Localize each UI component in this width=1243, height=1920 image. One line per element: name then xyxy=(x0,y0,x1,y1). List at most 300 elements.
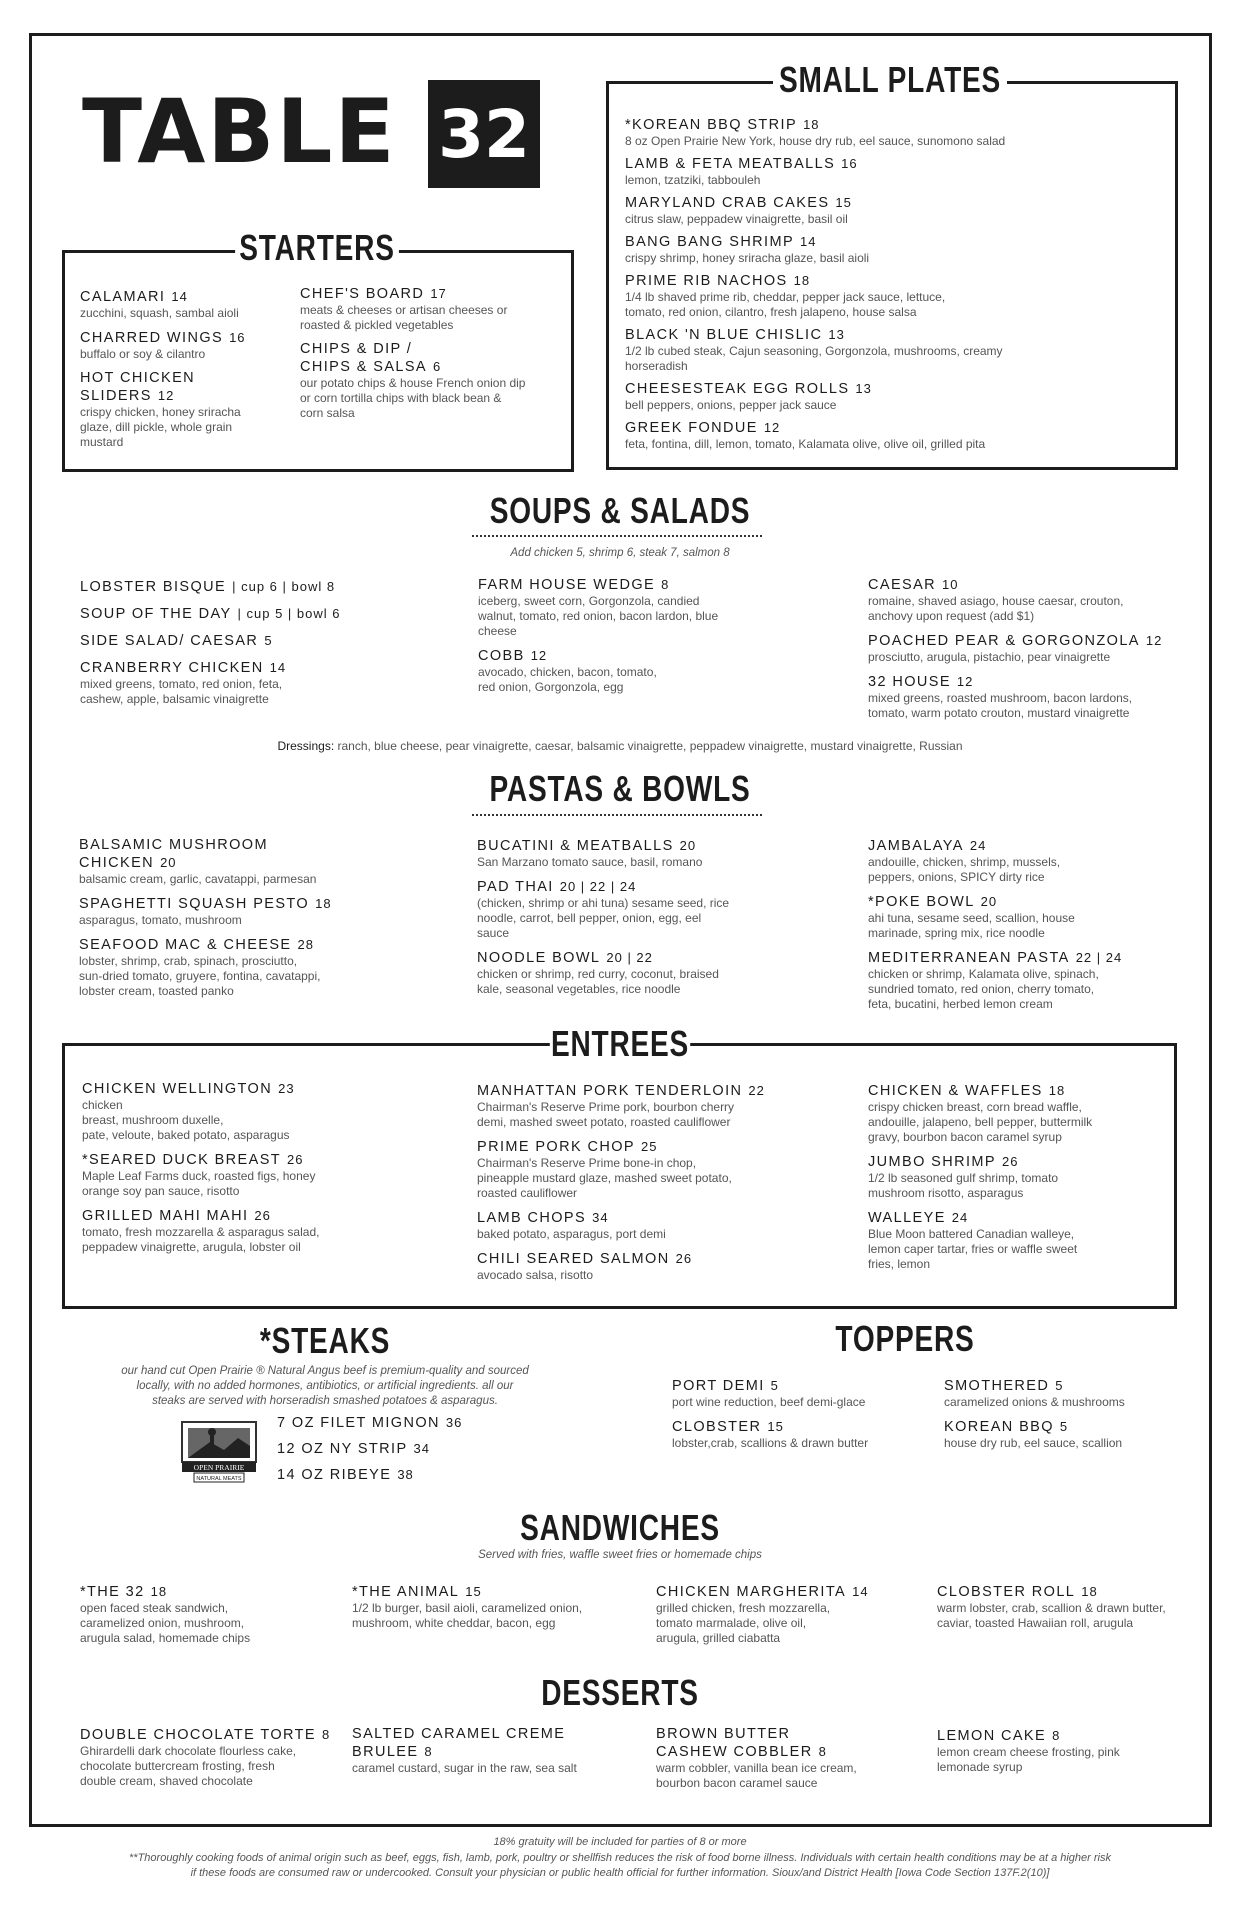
menu-item-name: BANG BANG SHRIMP xyxy=(625,234,795,250)
menu-item-name: SALTED CARAMEL CREME BRULEE xyxy=(352,1726,566,1760)
menu-item-name: JUMBO SHRIMP xyxy=(868,1154,996,1170)
menu-item-price: | cup 6 | bowl 8 xyxy=(232,579,336,594)
menu-item-name-line xyxy=(277,1414,497,1432)
menu-item-name: *THE ANIMAL xyxy=(352,1584,460,1600)
brand-number-box xyxy=(428,80,540,188)
menu-item-description: lobster,crab, scallions & drawn butter xyxy=(672,1436,869,1450)
menu-item-name: MEDITERRANEAN PASTA xyxy=(868,950,1070,966)
menu-item-name-line xyxy=(625,380,1165,398)
menu-item-description: 1/2 lb burger, basil aioli, caramelized onion, mushroom, white cheddar, bacon, egg xyxy=(352,1601,583,1630)
menu-item-name: BUCATINI & MEATBALLS xyxy=(477,838,674,854)
menu-item-name: LAMB & FETA MEATBALLS xyxy=(625,156,836,172)
dressings-list: ranch, blue cheese, pear vinaigrette, caesar, balsamic vinaigrette, peppadew vinaigrette, mustard vinaigrette, Russian xyxy=(337,739,963,753)
menu-item-name-line xyxy=(80,578,410,596)
menu-item-description: citrus slaw, peppadew vinaigrette, basil oil xyxy=(625,212,848,226)
menu-item-description: feta, fontina, dill, lemon, tomato, Kalamata olive, olive oil, grilled pita xyxy=(625,437,986,451)
menu-item-price: 26 xyxy=(675,1251,693,1266)
menu-item-description: chicken or shrimp, red curry, coconut, braised kale, seasonal vegetables, rice noodle xyxy=(477,967,719,996)
menu-item-price: 12 xyxy=(956,674,974,689)
sandwich-item-1 xyxy=(80,1583,350,1646)
menu-item xyxy=(80,329,280,362)
menu-item-name-line xyxy=(300,285,562,303)
menu-item-description: Blue Moon battered Canadian walleye, lemon caper tartar, fries or waffle sweet fries, lemon xyxy=(868,1227,1078,1271)
menu-item-name-line xyxy=(625,326,1165,344)
menu-item-description: caramelized onions & mushrooms xyxy=(944,1395,1125,1409)
menu-item xyxy=(82,1151,382,1199)
menu-item xyxy=(625,155,1165,188)
menu-item xyxy=(80,605,410,623)
soups-divider xyxy=(472,535,762,537)
menu-item-description: andouille, chicken, shrimp, mussels, peppers, onions, SPICY dirty rice xyxy=(868,855,1061,884)
menu-item-name-line xyxy=(277,1440,497,1458)
menu-item-price: 15 xyxy=(835,195,852,210)
menu-item xyxy=(277,1440,497,1458)
menu-item-price: 15 xyxy=(767,1419,784,1434)
menu-item-name-line xyxy=(868,837,1188,855)
menu-item xyxy=(625,326,1165,374)
menu-item-price: 5 xyxy=(770,1378,779,1393)
menu-item-name: BALSAMIC MUSHROOM CHICKEN xyxy=(79,837,268,871)
menu-item-name: HOT CHICKEN SLIDERS xyxy=(80,370,196,404)
menu-item-name-line xyxy=(944,1377,1184,1395)
menu-item-price: 18 xyxy=(1081,1584,1098,1599)
menu-item xyxy=(79,936,399,999)
menu-item-name-line xyxy=(478,576,778,594)
menu-item-name: CHEF'S BOARD xyxy=(300,286,425,302)
dessert-item-3 xyxy=(656,1726,916,1791)
menu-item xyxy=(625,194,1165,227)
soups-subtitle: Add chicken 5, shrimp 6, steak 7, salmon 8 xyxy=(510,547,730,559)
menu-item-name-line xyxy=(80,370,280,405)
menu-item-name: BROWN BUTTER CASHEW COBBLER xyxy=(656,1726,813,1760)
menu-item-description: prosciutto, arugula, pistachio, pear vinaigrette xyxy=(868,650,1111,664)
soups-col-1 xyxy=(80,578,410,707)
dressings-label: Dressings: xyxy=(277,739,335,753)
entrees-col-1 xyxy=(82,1080,382,1255)
menu-item xyxy=(672,1418,932,1451)
menu-item-price: 8 xyxy=(661,577,670,592)
starters-title: STARTERS xyxy=(235,230,399,266)
menu-item-description: romaine, shaved asiago, house caesar, crouton, anchovy upon request (add $1) xyxy=(868,594,1124,623)
menu-item-price: 20 xyxy=(980,894,998,909)
soups-col-3 xyxy=(868,576,1188,721)
menu-item-name-line xyxy=(79,936,399,954)
menu-item xyxy=(80,288,280,321)
menu-item xyxy=(80,632,410,650)
starters-right-col xyxy=(300,285,562,421)
menu-item-description: (chicken, shrimp or ahi tuna) sesame seed, rice noodle, carrot, bell pepper, onion, egg, eel sauce xyxy=(477,896,730,940)
menu-item-name: PORT DEMI xyxy=(672,1378,765,1394)
menu-item-name-line xyxy=(656,1726,916,1761)
menu-item xyxy=(625,233,1165,266)
menu-item xyxy=(625,272,1165,320)
menu-item-price: 16 xyxy=(841,156,858,171)
menu-item-name-line xyxy=(277,1466,497,1484)
menu-item xyxy=(868,1082,1168,1145)
menu-item-name-line xyxy=(478,647,778,665)
menu-item xyxy=(477,1082,797,1130)
menu-item-price: 14 xyxy=(269,660,287,675)
menu-item-name-line xyxy=(79,895,399,913)
menu-item-name-line xyxy=(477,949,777,967)
menu-item xyxy=(868,893,1188,941)
pastas-divider xyxy=(472,814,762,816)
menu-item-price: 22 | 24 xyxy=(1075,950,1123,965)
menu-item-description: house dry rub, eel sauce, scallion xyxy=(944,1436,1123,1450)
menu-item-name: *SEARED DUCK BREAST xyxy=(82,1152,282,1168)
menu-item-description: tomato, fresh mozzarella & asparagus salad, peppadew vinaigrette, arugula, lobster oil xyxy=(82,1225,320,1254)
menu-item xyxy=(82,1207,382,1255)
menu-item xyxy=(79,895,399,928)
menu-item xyxy=(672,1377,932,1410)
menu-item-name: WALLEYE xyxy=(868,1210,946,1226)
menu-item xyxy=(868,632,1188,665)
menu-item-description: baked potato, asparagus, port demi xyxy=(477,1227,666,1241)
menu-item-price: 8 xyxy=(322,1727,331,1742)
menu-item-description: crispy chicken breast, corn bread waffle, andouille, jalapeno, bell pepper, buttermilk gravy, bourbon bacon caramel syrup xyxy=(868,1100,1093,1144)
menu-item-name-line xyxy=(477,1138,797,1156)
menu-item-description: San Marzano tomato sauce, basil, romano xyxy=(477,855,703,869)
menu-item-name: PAD THAI xyxy=(477,879,554,895)
menu-item-description: crispy chicken, honey sriracha glaze, dill pickle, whole grain mustard xyxy=(80,405,241,449)
sandwiches-subtitle: Served with fries, waffle sweet fries or homemade chips xyxy=(478,1549,762,1561)
menu-item xyxy=(300,341,562,421)
menu-item-price: 10 xyxy=(942,577,959,592)
menu-item-description: mixed greens, roasted mushroom, bacon lardons, tomato, warm potato crouton, mustard vinaigrette xyxy=(868,691,1133,720)
menu-item-name: CHICKEN MARGHERITA xyxy=(656,1584,847,1600)
menu-item-description: chicken breast, mushroom duxelle, pate, veloute, baked potato, asparagus xyxy=(82,1098,290,1142)
menu-item-price: 15 xyxy=(465,1584,482,1599)
menu-item xyxy=(868,837,1188,885)
pastas-col-3 xyxy=(868,837,1188,1012)
menu-item-name-line xyxy=(868,1153,1168,1171)
menu-item-name-line xyxy=(937,1583,1197,1601)
menu-item xyxy=(478,647,778,695)
menu-item-name-line xyxy=(80,659,410,677)
menu-item xyxy=(277,1414,497,1432)
menu-item-description: port wine reduction, beef demi-glace xyxy=(672,1395,866,1409)
menu-item xyxy=(868,1153,1168,1201)
gratuity-note: 18% gratuity will be included for parties of 8 or more xyxy=(493,1836,747,1848)
menu-item-description: warm lobster, crab, scallion & drawn butter, caviar, toasted Hawaiian roll, arugula xyxy=(937,1601,1166,1630)
menu-item-description: Ghirardelli dark chocolate flourless cake, chocolate buttercream frosting, fresh double cream, shaved chocolate xyxy=(80,1744,297,1788)
entrees-title: ENTREES xyxy=(550,1023,690,1064)
pastas-title: PASTAS & BOWLS xyxy=(464,771,776,807)
open-prairie-logo-text: OPEN PRAIRIE xyxy=(193,1463,245,1472)
menu-item-name-line xyxy=(80,632,410,650)
menu-item-name-line xyxy=(868,949,1188,967)
menu-item-name-line xyxy=(625,155,1165,173)
menu-item-description: avocado, chicken, bacon, tomato, red onion, Gorgonzola, egg xyxy=(478,665,657,694)
menu-item-name: LAMB CHOPS xyxy=(477,1210,587,1226)
menu-item-name-line xyxy=(80,1583,350,1601)
menu-item-description: meats & cheeses or artisan cheeses or roasted & pickled vegetables xyxy=(300,303,508,332)
menu-item-name: CRANBERRY CHICKEN xyxy=(80,660,264,676)
natural-meats-text: NATURAL MEATS xyxy=(196,1476,242,1482)
menu-item-name: 12 OZ NY STRIP xyxy=(277,1441,408,1457)
menu-item-description: 1/2 lb seasoned gulf shrimp, tomato mushroom risotto, asparagus xyxy=(868,1171,1059,1200)
menu-item-price: 20 xyxy=(160,855,177,870)
menu-item-price: 26 xyxy=(1001,1154,1019,1169)
menu-item-name: MANHATTAN PORK TENDERLOIN xyxy=(477,1083,743,1099)
open-prairie-logo xyxy=(180,1420,258,1484)
menu-item-name-line xyxy=(868,1082,1168,1100)
menu-item-price: 8 xyxy=(424,1744,433,1759)
menu-item-price: 26 xyxy=(254,1208,271,1223)
menu-item-name-line xyxy=(82,1207,382,1225)
toppers-col-1 xyxy=(672,1377,932,1451)
menu-item-name: JAMBALAYA xyxy=(868,838,964,854)
menu-item-price: 12 xyxy=(157,388,175,403)
menu-item-description: asparagus, tomato, mushroom xyxy=(79,913,242,927)
menu-item-name-line xyxy=(300,341,562,376)
menu-item xyxy=(477,1250,797,1283)
menu-item-name: CHIPS & DIP / CHIPS & SALSA xyxy=(300,341,427,375)
menu-item xyxy=(944,1418,1184,1451)
menu-item-description: Chairman's Reserve Prime pork, bourbon cherry demi, mashed sweet potato, roasted cauliflower xyxy=(477,1100,735,1129)
menu-item-price: 17 xyxy=(430,286,447,301)
menu-item-price: 8 xyxy=(818,1744,827,1759)
menu-item-price: 13 xyxy=(855,381,872,396)
menu-item-price: 20 | 22 xyxy=(606,950,653,965)
menu-item-name: FARM HOUSE WEDGE xyxy=(478,577,656,593)
menu-item-price: 24 xyxy=(969,838,987,853)
brand-wordmark: TABLE xyxy=(82,80,397,183)
menu-item-name-line xyxy=(868,673,1188,691)
menu-item xyxy=(477,1209,797,1242)
menu-item xyxy=(868,949,1188,1012)
menu-item-name: 32 HOUSE xyxy=(868,674,951,690)
menu-item-price: 20 xyxy=(679,838,697,853)
menu-item-name-line xyxy=(477,1250,797,1268)
menu-item-name-line xyxy=(80,605,410,623)
menu-item-name-line xyxy=(868,893,1188,911)
menu-item-name: SIDE SALAD/ CAESAR xyxy=(80,633,259,649)
steaks-list xyxy=(277,1414,497,1484)
menu-item xyxy=(80,659,410,707)
menu-item-name: CAESAR xyxy=(868,577,937,593)
sandwich-item-2 xyxy=(352,1583,642,1631)
menu-item-description: avocado salsa, risotto xyxy=(477,1268,594,1282)
starters-left-col xyxy=(80,288,280,450)
menu-item xyxy=(625,380,1165,413)
dessert-item-2 xyxy=(352,1726,642,1776)
menu-item-name: CHILI SEARED SALMON xyxy=(477,1251,670,1267)
menu-item-name-line xyxy=(82,1080,382,1098)
small-plates-title: SMALL PLATES xyxy=(773,62,1007,98)
toppers-col-2 xyxy=(944,1377,1184,1451)
sandwich-item-4 xyxy=(937,1583,1197,1631)
menu-item-name-line xyxy=(937,1727,1197,1745)
dressings-line xyxy=(100,739,1140,753)
menu-item xyxy=(944,1377,1184,1410)
menu-item-name: SMOTHERED xyxy=(944,1378,1050,1394)
soups-title: SOUPS & SALADS xyxy=(464,493,776,529)
menu-item-name-line xyxy=(82,1151,382,1169)
menu-item-price: 25 xyxy=(640,1139,658,1154)
menu-item-name: GREEK FONDUE xyxy=(625,420,758,436)
menu-item-description: bell peppers, onions, pepper jack sauce xyxy=(625,398,837,412)
menu-item xyxy=(300,285,562,333)
menu-item-price: 26 xyxy=(287,1152,304,1167)
menu-item-description: lobster, shrimp, crab, spinach, prosciutto, sun-dried tomato, gruyere, fontina, cavatappi, lobster cream, toasted panko xyxy=(79,954,321,998)
pastas-col-1 xyxy=(79,837,399,999)
menu-item-description: crispy shrimp, honey sriracha glaze, basil aioli xyxy=(625,251,870,265)
menu-item-name: *POKE BOWL xyxy=(868,894,975,910)
small-plates-list xyxy=(625,116,1165,452)
menu-item-description: buffalo or soy & cilantro xyxy=(80,347,206,361)
menu-item-price: 24 xyxy=(951,1210,969,1225)
menu-item-name-line xyxy=(352,1726,642,1761)
desserts-title: DESSERTS xyxy=(526,1675,713,1711)
menu-item-name-line xyxy=(672,1418,932,1436)
menu-item-name-line xyxy=(80,288,280,306)
menu-item-name: KOREAN BBQ xyxy=(944,1419,1054,1435)
menu-item-description: 1/4 lb shaved prime rib, cheddar, pepper jack sauce, lettuce, tomato, red onion, cilantro, fresh jalapeno, house salsa xyxy=(625,290,946,319)
menu-item-name-line xyxy=(672,1377,932,1395)
sandwich-item-3 xyxy=(656,1583,916,1646)
menu-item-name: COBB xyxy=(478,648,525,664)
menu-item-price: 22 xyxy=(748,1083,765,1098)
menu-item xyxy=(477,837,777,870)
menu-item-description: zucchini, squash, sambal aioli xyxy=(80,306,239,320)
menu-item-name: CHARRED WINGS xyxy=(80,330,224,346)
menu-item-price: 5 xyxy=(1059,1419,1069,1434)
menu-item-name: SEAFOOD MAC & CHEESE xyxy=(79,937,292,953)
menu-item xyxy=(79,837,399,887)
menu-item-price: 18 xyxy=(150,1584,168,1599)
menu-item-price: 20 | 22 | 24 xyxy=(559,879,637,894)
menu-item-name-line xyxy=(477,1209,797,1227)
menu-item xyxy=(625,419,1165,452)
menu-item-name-line xyxy=(944,1418,1184,1436)
menu-item-name-line xyxy=(477,878,777,896)
entrees-col-2 xyxy=(477,1082,797,1283)
menu-item-price: 14 xyxy=(171,289,188,304)
menu-item-name: POACHED PEAR & GORGONZOLA xyxy=(868,633,1140,649)
menu-item-name-line xyxy=(625,116,1165,134)
menu-item-description: grilled chicken, fresh mozzarella, tomato marmalade, olive oil, arugula, grilled ciabatta xyxy=(656,1601,831,1645)
menu-item-name-line xyxy=(625,272,1165,290)
dessert-item-4 xyxy=(937,1727,1197,1775)
menu-item-description: open faced steak sandwich, caramelized onion, mushroom, arugula salad, homemade chips xyxy=(80,1601,251,1645)
menu-item-price: 12 xyxy=(1145,633,1163,648)
menu-item-price: | cup 5 | bowl 6 xyxy=(237,606,341,621)
menu-item-name: *KOREAN BBQ STRIP xyxy=(625,117,798,133)
menu-item-name-line xyxy=(868,632,1188,650)
menu-item-name-line xyxy=(625,419,1165,437)
menu-item-description: lemon cream cheese frosting, pink lemonade syrup xyxy=(937,1745,1120,1774)
dessert-item-1 xyxy=(80,1726,350,1789)
entrees-col-3 xyxy=(868,1082,1168,1272)
menu-item xyxy=(478,576,778,639)
menu-item-name: CHEESESTEAK EGG ROLLS xyxy=(625,381,850,397)
menu-item xyxy=(477,878,777,941)
menu-item-name: CLOBSTER ROLL xyxy=(937,1584,1076,1600)
menu-item-name-line xyxy=(868,1209,1168,1227)
menu-item xyxy=(868,673,1188,721)
menu-item-price: 12 xyxy=(763,420,781,435)
menu-item-description: 1/2 lb cubed steak, Cajun seasoning, Gorgonzola, mushrooms, creamy horseradish xyxy=(625,344,1003,373)
menu-item-name: LOBSTER BISQUE xyxy=(80,579,227,595)
menu-item-name: 14 OZ RIBEYE xyxy=(277,1467,392,1483)
menu-item-description: chicken or shrimp, Kalamata olive, spinach, sundried tomato, red onion, cherry tomato, feta, bucatini, herbed lemon cream xyxy=(868,967,1099,1011)
menu-item xyxy=(80,370,280,450)
menu-item-price: 12 xyxy=(530,648,548,663)
menu-item-price: 6 xyxy=(433,359,442,374)
menu-item-price: 5 xyxy=(264,633,273,648)
menu-item-name-line xyxy=(656,1583,916,1601)
menu-item-name: SOUP OF THE DAY xyxy=(80,606,232,622)
menu-item-price: 13 xyxy=(828,327,845,342)
menu-item-price: 18 xyxy=(803,117,820,132)
menu-item-price: 18 xyxy=(315,896,332,911)
soups-col-2 xyxy=(478,576,778,695)
menu-item-name: BLACK 'N BLUE CHISLIC xyxy=(625,327,823,343)
menu-item-description: Maple Leaf Farms duck, roasted figs, honey orange soy pan sauce, risotto xyxy=(82,1169,316,1198)
menu-item-name: DOUBLE CHOCOLATE TORTE xyxy=(80,1727,316,1743)
menu-item-name-line xyxy=(80,1726,350,1744)
menu-item-name: CALAMARI xyxy=(80,289,166,305)
menu-item-name: LEMON CAKE xyxy=(937,1728,1047,1744)
menu-item-name: PRIME RIB NACHOS xyxy=(625,273,788,289)
steaks-subtitle: our hand cut Open Prairie ® Natural Angus beef is premium-quality and sourced locally, with no added hormones, antibiotics, or artificial ingredients. all our steaks are served with horseradish smashed potatoes & asparagus. xyxy=(121,1365,529,1407)
menu-item-price: 18 xyxy=(1048,1083,1066,1098)
menu-item-price: 14 xyxy=(852,1584,869,1599)
menu-item xyxy=(82,1080,382,1143)
menu-item-name: GRILLED MAHI MAHI xyxy=(82,1208,249,1224)
menu-item-name: NOODLE BOWL xyxy=(477,950,601,966)
menu-item xyxy=(80,578,410,596)
menu-item-description: lemon, tzatziki, tabbouleh xyxy=(625,173,761,187)
toppers-title: TOPPERS xyxy=(823,1321,987,1357)
menu-item-description: ahi tuna, sesame seed, scallion, house marinade, spring mix, rice noodle xyxy=(868,911,1075,940)
menu-item-price: 5 xyxy=(1055,1378,1064,1393)
menu-item xyxy=(477,1138,797,1201)
sandwiches-title: SANDWICHES xyxy=(511,1510,729,1546)
menu-item xyxy=(477,949,777,997)
menu-item-price: 16 xyxy=(229,330,246,345)
menu-item-description: 8 oz Open Prairie New York, house dry rub, eel sauce, sunomono salad xyxy=(625,134,1006,148)
menu-item-price: 34 xyxy=(592,1210,609,1225)
steaks-title: *STEAKS xyxy=(235,1323,414,1359)
menu-item-name-line xyxy=(625,233,1165,251)
menu-item-name: PRIME PORK CHOP xyxy=(477,1139,635,1155)
menu-item-name: CHICKEN & WAFFLES xyxy=(868,1083,1043,1099)
menu-item-price: 8 xyxy=(1052,1728,1061,1743)
menu-item-price: 23 xyxy=(278,1081,295,1096)
menu-item xyxy=(625,116,1165,149)
menu-item-name-line xyxy=(868,576,1188,594)
menu-item-description: Chairman's Reserve Prime bone-in chop, pineapple mustard glaze, mashed sweet potato, roasted cauliflower xyxy=(477,1156,732,1200)
menu-item-name-line xyxy=(352,1583,642,1601)
menu-item xyxy=(868,1209,1168,1272)
menu-item-price: 28 xyxy=(297,937,314,952)
menu-item-name-line xyxy=(625,194,1165,212)
menu-item-price: 14 xyxy=(800,234,817,249)
menu-item xyxy=(868,576,1188,624)
menu-item-description: warm cobbler, vanilla bean ice cream, bourbon bacon caramel sauce xyxy=(656,1761,857,1790)
menu-item-name-line xyxy=(477,1082,797,1100)
menu-item-name: CHICKEN WELLINGTON xyxy=(82,1081,273,1097)
menu-item-price: 34 xyxy=(413,1441,430,1456)
menu-item-name: 7 OZ FILET MIGNON xyxy=(277,1415,440,1431)
menu-item-price: 18 xyxy=(793,273,811,288)
food-safety-warning: **Thoroughly cooking foods of animal origin such as beef, eggs, fish, lamb, pork, poultry or shellfish reduces the risk of food borne illness. Individuals with certain health conditions may be at a higher risk if these foods are consumed raw or undercooked. Consult your physician or public health official for further information. Sioux/and District Health [Iowa Code Section 137F.2(10)] xyxy=(129,1852,1111,1879)
menu-item-description: mixed greens, tomato, red onion, feta, cashew, apple, balsamic vinaigrette xyxy=(80,677,283,706)
menu-item-description: iceberg, sweet corn, Gorgonzola, candied walnut, tomato, red onion, bacon lardon, blue cheese xyxy=(478,594,719,638)
menu-item xyxy=(277,1466,497,1484)
